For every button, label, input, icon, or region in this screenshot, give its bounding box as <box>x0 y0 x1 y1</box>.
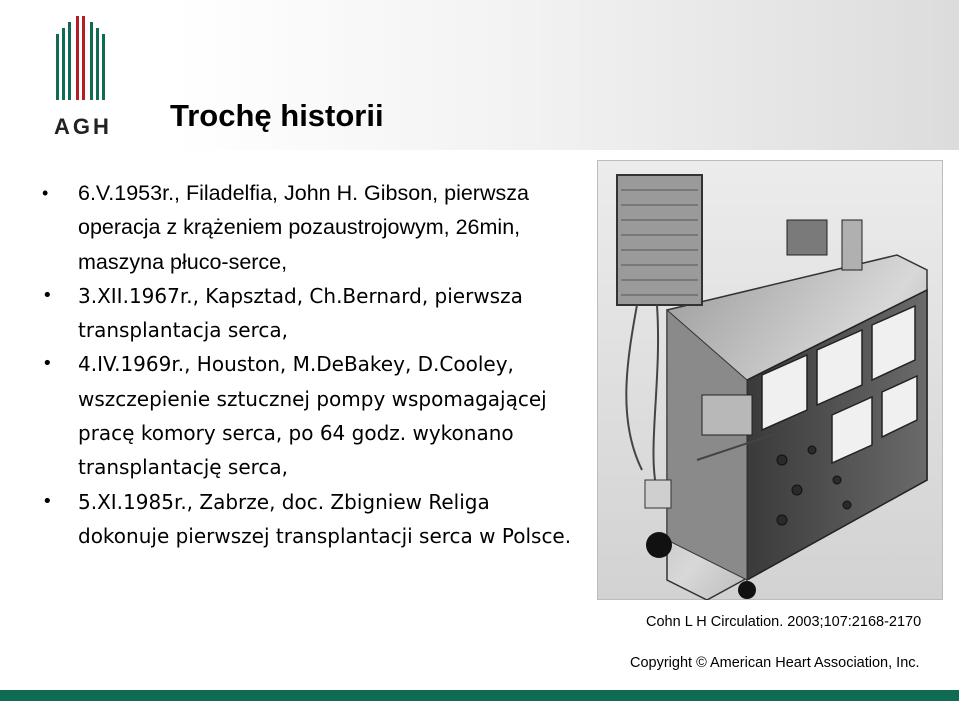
bullet-dot: • <box>42 490 53 512</box>
agh-logo <box>52 14 132 139</box>
bullet-list <box>40 176 580 553</box>
bullet-dot: • <box>42 284 53 306</box>
header-band <box>0 0 959 150</box>
bullet-dot: • <box>42 183 49 203</box>
copyright-notice: Copyright © American Heart Association, Inc. <box>630 655 920 671</box>
bullet-item <box>40 279 580 348</box>
logo-text: AGH <box>54 114 112 139</box>
bullet-item <box>40 176 583 279</box>
bullet-dot: • <box>42 353 53 375</box>
footer-bar <box>0 690 959 701</box>
bullet-item <box>40 347 580 484</box>
bullet-text: 4.IV.1969r., Houston, M.DeBakey, D.Cooley, wszczepienie sztucznej pompy wspomagającej pracę komory serca, po 64 godz. wykonano transplantację serca, <box>78 352 547 480</box>
bullet-text: 6.V.1953r., Filadelfia, John H. Gibson, pierwsza operacja z krążeniem pozaustrojowym, 26min, maszyna płuco-serce, <box>78 181 529 274</box>
photo-caption: Cohn L H Circulation. 2003;107:2168-2170 <box>646 614 922 630</box>
bullet-item <box>40 485 580 554</box>
bullet-text: 3.XII.1967r., Kapsztad, Ch.Bernard, pierwsza transplantacja serca, <box>78 283 523 343</box>
bullet-text: 5.XI.1985r., Zabrze, doc. Zbigniew Religa dokonuje pierwszej transplantacji serca w Polsce. <box>78 489 572 548</box>
heart-lung-machine-photo <box>597 160 943 600</box>
slide-title: Trochę historii <box>170 98 384 133</box>
